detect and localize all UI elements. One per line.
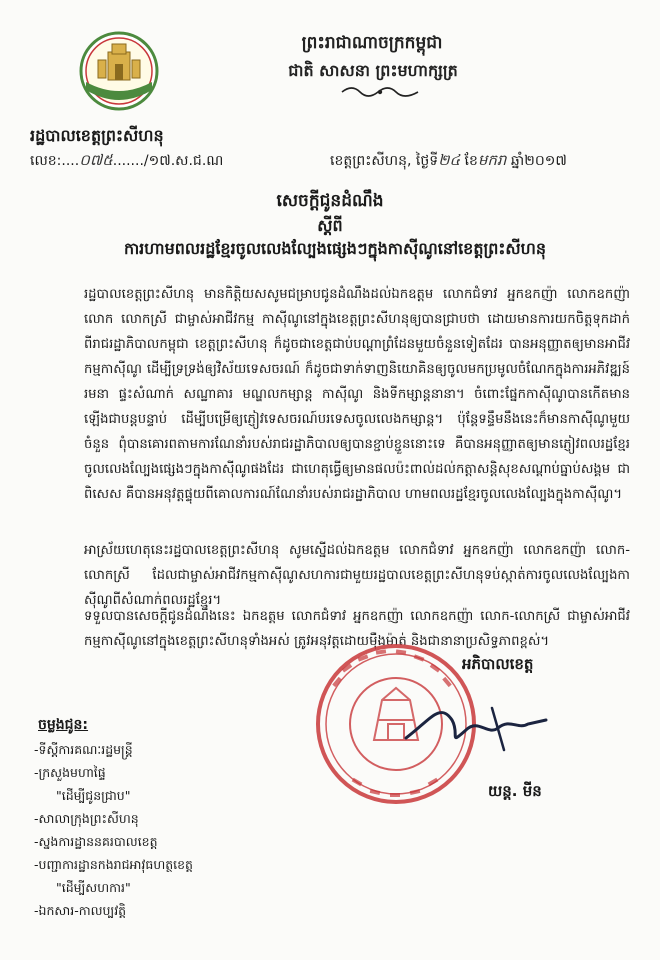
signatory-name: យន្ត. មីន [488,782,542,800]
kingdom-heading: ព្រះរាជាណាចក្រកម្ពុជា [301,33,443,53]
reference-number: លេខ:....០៧៥......./១៧.ស.ជ.ណ [30,151,224,169]
notice-title: សេចក្តីជូនដំណឹង [276,191,384,211]
cc-list [34,738,334,922]
reference-suffix: /១៧.ស.ជ.ណ [143,153,224,169]
notice-subject-label: ស្តីពី [317,216,343,235]
date-line [330,151,567,173]
date-month: មករា [477,151,507,169]
handwritten-signature [400,690,550,760]
reference-label: លេខ: [30,153,62,169]
date-prefix: ខេត្តព្រះសីហនុ, ថ្ងៃទី [330,153,439,169]
body-paragraph-2: អាស្រ័យហេតុនេះរដ្ឋបាលខេត្តព្រះសីហនុ សូមស្នើដល់ឯកឧត្តម លោកជំទាវ អ្នកឧកញ៉ា លោកឧកញ៉ា លោក-លោកស្រី ដែលជាម្ចាស់អាជីវកម្មកាស៊ីណូសហការជាមួយរដ្ឋបាលខេត្តព្រះសីហនុទប់ស្កាត់ការចូលលេងល្បែងកាស៊ីណូពីសំណាក់ពលរដ្ឋខ្មែរ។ [84,543,630,608]
provincial-emblem [78,30,160,112]
cc-item-note: "ដើម្បីជូនជ្រាប" [56,788,131,803]
body-paragraph-1: រដ្ឋបាលខេត្តព្រះសីហនុ មានកិត្តិយសសូមជម្រាបជូនដំណឹងដល់ឯកឧត្តម លោកជំទាវ អ្នកឧកញ៉ា លោកឧកញ៉ា លោក លោកស្រី ជាម្ចាស់អាជីវកម្ម កាស៊ីណូនៅក្នុងខេត្តព្រះសីហនុឲ្យបានជ្រាបថា ដោយមានការយកចិត្តទុកដាក់ពីរាជរដ្ឋាភិបាលកម្ពុជា ខេត្តព្រះសីហនុ ក៏ដូចជាខេត្តជាប់បណ្តាព្រំដែនមួយចំនួនទៀតដែរ បានអនុញ្ញាតឲ្យមានអាជីវកម្មកាស៊ីណូ ដើម្បីទ្រទ្រង់ឲ្យវិស័យទេសចរណ៍ ក៏ដូចជាទាក់ទាញនិយោគិនឲ្យចូលមកប្រមូលចំណែកក្នុងការអភិវឌ្ឍន៍រមនា ផ្ទះសំណាក់ សណ្ឋាគារ មណ្ឌលកម្សាន្ត កាស៊ីណូ និងទីកម្សាន្តនានា។ ចំពោះផ្នែកកាស៊ីណូបានកើតមានឡើងជាបន្តបន្ទាប់ ដើម្បីបម្រើឲ្យភ្ញៀវទេសចរណ៍បរទេសចូលលេងកម្សាន្ត។ ប៉ុន្តែទន្ទឹមនឹងនេះក៏មានកាស៊ីណូមួយចំនួន ពុំបានគោរពតាមការណែនាំរបស់រាជរដ្ឋាភិបាលឲ្យបានខ្ជាប់ខ្ជួននោះទេ គឺបានអនុញ្ញាតឲ្យមានភ្ញៀវពលរដ្ឋខ្មែរ ចូលលេងល្បែងផ្សេងៗក្នុងកាស៊ីណូផងដែរ ជាហេតុធ្វើឲ្យមានផលប៉ះពាល់ដល់កត្តាសន្តិសុខសណ្តាប់ធ្នាប់សង្គម ជាពិសេស គឺបានអនុវត្តផ្ទុយពីគោលការណ៍ណែនាំរបស់រាជរដ្ឋាភិបាល ហាមពលរដ្ឋខ្មែរចូលលេងល្បែងក្នុងកាស៊ីណូ។ [84,287,630,502]
reference-handwritten-number: ០៧៥ [79,151,113,169]
motto-ornament [340,84,420,100]
cc-item: -សាលាក្រុងព្រះសីហនុ [34,811,139,826]
cc-item: -បញ្ជាការដ្ឋានកងរាជអាវុធហត្ថខេត្ត [34,857,193,872]
cc-item: -ក្រសួងមហាផ្ទៃ [34,765,106,780]
date-day: ២៤ [438,151,461,169]
signatory-title: អភិបាលខេត្ត [462,655,534,673]
cc-heading: ចម្លងជូន: [38,717,89,733]
body-paragraph-3: ទទួលបានសេចក្តីជូនដំណឹងនេះ ឯកឧត្តម លោកជំទាវ អ្នកឧកញ៉ា លោកឧកញ៉ា លោក-លោកស្រី ជាម្ចាស់អាជីវកម្មកាស៊ីណូនៅក្នុងខេត្តព្រះសីហនុទាំងអស់ ត្រូវអនុវត្តដោយម៉ឺងម៉ាត់ និងជានានាប្រសិទ្ធភាពខ្ពស់។ [84,609,630,649]
cc-item: -ទីស្តីការគណៈរដ្ឋមន្ត្រី [34,742,133,757]
notice-subject: ការហាមពលរដ្ឋខ្មែរចូលលេងល្បែងផ្សេងៗក្នុងកាស៊ីណូនៅខេត្តព្រះសីហនុ [123,239,547,258]
cc-item: -ស្នងការដ្ឋាននគរបាលខេត្ត [34,834,158,849]
cc-item-note: "ដើម្បីសហការ" [56,880,131,895]
date-month-label: ខែ [464,153,478,169]
cc-item: -ឯកសារ-កាលប្បវត្តិ [34,903,127,918]
date-year: ឆ្នាំ២០១៧ [510,153,567,169]
issuing-administration: រដ្ឋបាលខេត្តព្រះសីហនុ [30,126,164,145]
national-motto: ជាតិ សាសនា ព្រះមហាក្សត្រ [288,61,458,80]
